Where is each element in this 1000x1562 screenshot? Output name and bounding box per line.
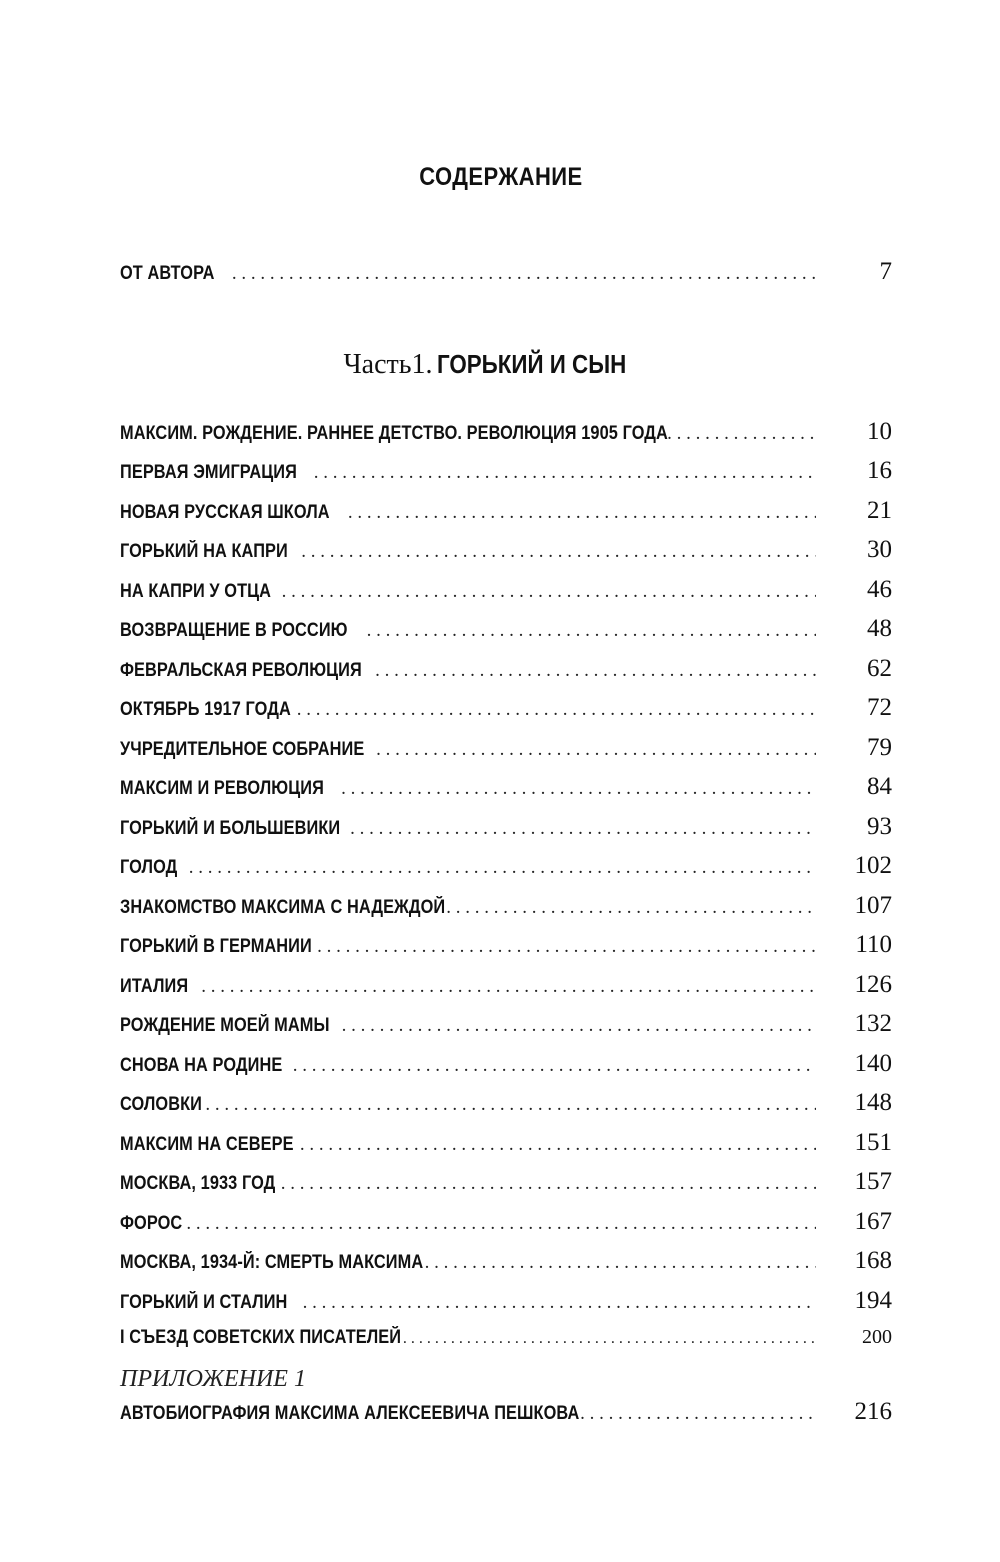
part-heading [0, 349, 1000, 381]
part-title: ГОРЬКИЙ И СЫН [436, 349, 626, 379]
toc-entry-page-number: 79 [867, 734, 892, 761]
dot-leader [205, 1094, 816, 1116]
toc-entry-label: СОЛОВКИ [120, 1094, 202, 1115]
toc-entry-page-number: 107 [854, 892, 892, 919]
toc-entry[interactable] [120, 457, 892, 487]
toc-entry-page-number: 151 [854, 1129, 892, 1156]
dot-leader [341, 778, 816, 800]
toc-entry-page-number: 126 [854, 971, 892, 998]
toc-entry-page-number: 200 [862, 1326, 892, 1348]
page-title: СОДЕРЖАНИЕ [419, 163, 583, 191]
toc-entry-label: СНОВА НА РОДИНЕ [120, 1055, 283, 1076]
toc-entry[interactable] [120, 1326, 892, 1356]
toc-entry[interactable] [120, 1089, 892, 1119]
toc-entry[interactable] [120, 813, 892, 843]
toc-entry-label: I СЪЕЗД СОВЕТСКИХ ПИСАТЕЛЕЙ [120, 1327, 402, 1348]
dot-leader [281, 1173, 816, 1195]
toc-entry-page-number: 10 [867, 418, 892, 445]
toc-entry-label: АВТОБИОГРАФИЯ МАКСИМА АЛЕКСЕЕВИЧА ПЕШКОВА [120, 1403, 580, 1424]
dot-leader [348, 502, 816, 524]
dot-leader [186, 1213, 816, 1235]
dot-leader [376, 739, 816, 761]
toc-entry-page-number: 48 [867, 615, 892, 642]
toc-entry-label: НОВАЯ РУССКАЯ ШКОЛА [120, 502, 330, 523]
dot-leader [342, 1015, 816, 1037]
dot-leader [350, 818, 816, 840]
toc-entry-page-number: 140 [854, 1050, 892, 1077]
toc-entry[interactable] [120, 1010, 892, 1040]
toc-entry-page-number: 21 [867, 497, 892, 524]
toc-entry-page-number: 148 [854, 1089, 892, 1116]
toc-entry-page-number: 72 [867, 694, 892, 721]
toc-entry-label: ФОРОС [120, 1213, 183, 1234]
dot-leader [300, 1134, 816, 1156]
toc-entry-label: МОСКВА, 1933 ГОД [120, 1173, 276, 1194]
toc-entry-label: МАКСИМ. РОЖДЕНИЕ. РАННЕЕ ДЕТСТВО. РЕВОЛЮЦИЯ 1905 ГОДА [120, 423, 668, 444]
toc-entry-label: ГОРЬКИЙ И БОЛЬШЕВИКИ [120, 818, 341, 839]
toc-entry[interactable] [120, 971, 892, 1001]
toc-entry[interactable] [120, 892, 892, 922]
dot-leader [375, 660, 816, 682]
part-prefix: Часть1. [343, 349, 433, 380]
toc-entry-page-number: 102 [854, 852, 892, 879]
dot-leader [667, 423, 816, 445]
toc-entry[interactable] [120, 1287, 892, 1317]
dot-leader [425, 1252, 816, 1274]
toc-entry[interactable] [120, 418, 892, 448]
dot-leader [367, 620, 816, 642]
toc-entry[interactable] [120, 576, 892, 606]
toc-entry-page-number: 167 [854, 1208, 892, 1235]
toc-entry-label: ОКТЯБРЬ 1917 ГОДА [120, 699, 291, 720]
dot-leader [297, 699, 816, 721]
toc-entry-label: ГОРЬКИЙ НА КАПРИ [120, 541, 288, 562]
toc-entry[interactable] [120, 852, 892, 882]
toc-entry[interactable] [120, 734, 892, 764]
dot-leader [201, 976, 816, 998]
toc-entry-appendix[interactable] [120, 1398, 892, 1428]
toc-entry-label: ПЕРВАЯ ЭМИГРАЦИЯ [120, 462, 297, 483]
toc-entry-label: ОТ АВТОРА [120, 263, 215, 284]
toc-entry[interactable] [120, 931, 892, 961]
toc-entry-label: ГОРЬКИЙ И СТАЛИН [120, 1292, 288, 1313]
dot-leader [580, 1403, 816, 1425]
toc-entry-preface[interactable] [120, 258, 892, 288]
dot-leader [301, 541, 816, 563]
toc-entry-page-number: 93 [867, 813, 892, 840]
toc-entry[interactable] [120, 773, 892, 803]
dot-leader [403, 1330, 816, 1348]
toc-entry-page-number: 46 [867, 576, 892, 603]
toc-entry[interactable] [120, 1168, 892, 1198]
toc-entry-label: ВОЗВРАЩЕНИЕ В РОССИЮ [120, 620, 348, 641]
appendix-heading: ПРИЛОЖЕНИЕ 1 [120, 1366, 306, 1392]
toc-entry-label: ГОЛОД [120, 857, 178, 878]
toc-entry-label: РОЖДЕНИЕ МОЕЙ МАМЫ [120, 1015, 330, 1036]
toc-entry-page-number: 30 [867, 536, 892, 563]
toc-entry-label: УЧРЕДИТЕЛЬНОЕ СОБРАНИЕ [120, 739, 365, 760]
dot-leader [314, 462, 816, 484]
dot-leader [317, 936, 816, 958]
toc-entry-page-number: 84 [867, 773, 892, 800]
toc-entry-page-number: 168 [854, 1247, 892, 1274]
toc-entry-page-number: 7 [879, 258, 892, 285]
toc-entry-page-number: 216 [854, 1398, 892, 1425]
dot-leader [446, 897, 816, 919]
dot-leader [232, 263, 816, 285]
dot-leader [303, 1292, 816, 1314]
toc-entry[interactable] [120, 694, 892, 724]
toc-entry-label: НА КАПРИ У ОТЦА [120, 581, 272, 602]
toc-entry-label: ИТАЛИЯ [120, 976, 189, 997]
toc-entry[interactable] [120, 497, 892, 527]
toc-entry-label: МОСКВА, 1934-Й: СМЕРТЬ МАКСИМА [120, 1252, 424, 1273]
toc-entry-label: ЗНАКОМСТВО МАКСИМА С НАДЕЖДОЙ [120, 897, 446, 918]
dot-leader [189, 857, 816, 879]
toc-entry[interactable] [120, 1129, 892, 1159]
toc-entry-page-number: 194 [854, 1287, 892, 1314]
toc-entry-label: МАКСИМ НА СЕВЕРЕ [120, 1134, 294, 1155]
toc-entry-page-number: 110 [855, 931, 892, 958]
toc-entry[interactable] [120, 1050, 892, 1080]
dot-leader [282, 581, 816, 603]
toc-entry-page-number: 62 [867, 655, 892, 682]
toc-entry-label: МАКСИМ И РЕВОЛЮЦИЯ [120, 778, 324, 799]
toc-entry-label: ФЕВРАЛЬСКАЯ РЕВОЛЮЦИЯ [120, 660, 362, 681]
toc-entry[interactable] [120, 1247, 892, 1277]
toc-entry[interactable] [120, 1208, 892, 1238]
dot-leader [293, 1055, 816, 1077]
toc-entry[interactable] [120, 655, 892, 685]
toc-entry-page-number: 16 [867, 457, 892, 484]
toc-entry[interactable] [120, 536, 892, 566]
toc-entry-page-number: 157 [854, 1168, 892, 1195]
toc-entry-page-number: 132 [854, 1010, 892, 1037]
toc-entry[interactable] [120, 615, 892, 645]
toc-entry-label: ГОРЬКИЙ В ГЕРМАНИИ [120, 936, 312, 957]
